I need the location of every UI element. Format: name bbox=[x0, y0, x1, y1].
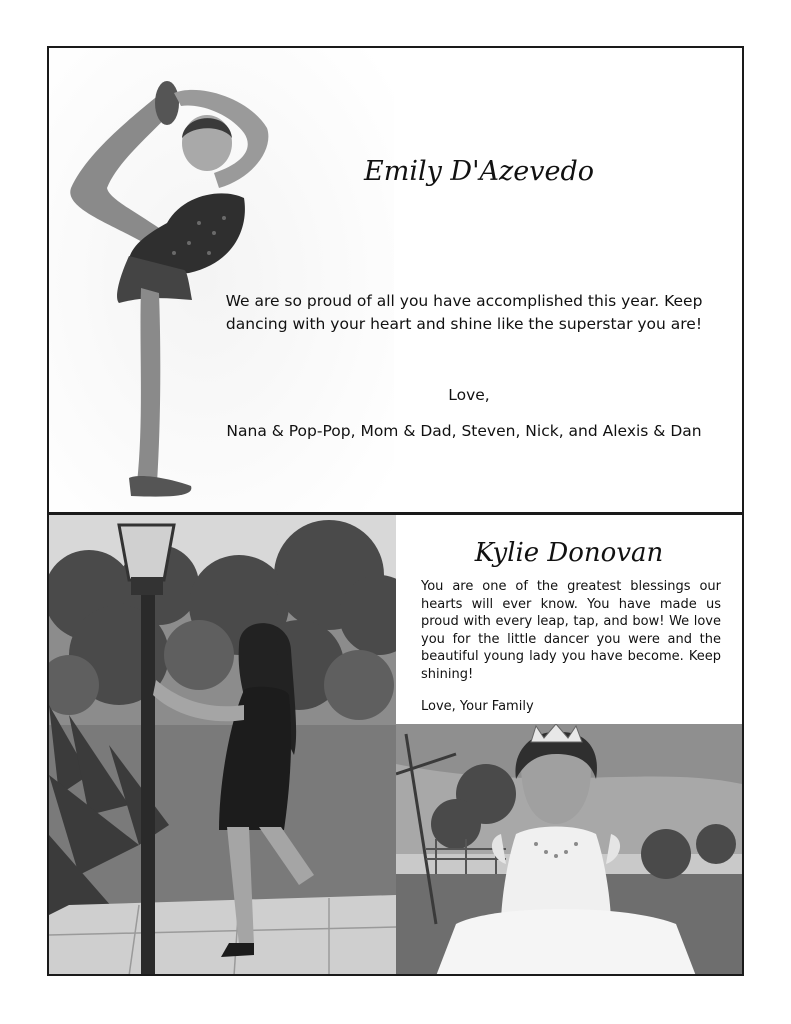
page-frame bbox=[47, 46, 744, 976]
ad-emily-name: Emily D'Azevedo bbox=[364, 156, 594, 187]
ad-kylie-message: You are one of the greatest blessings our hearts will ever know. You have made us proud with every leap, tap, and bow! We love you for the little dancer you were and the beautiful young lady you have become. Keep shining! bbox=[421, 579, 721, 682]
photo-kylie-teen bbox=[49, 515, 396, 976]
ad-emily bbox=[49, 48, 742, 512]
ad-emily-closing: Love, bbox=[448, 386, 490, 404]
photo-kylie-child bbox=[396, 724, 742, 976]
ad-emily-signature: Nana & Pop-Pop, Mom & Dad, Steven, Nick, and Alexis & Dan bbox=[226, 422, 702, 440]
photo-emily-dancer bbox=[49, 48, 394, 512]
ad-kylie-closing: Love, Your Family bbox=[421, 699, 534, 714]
ad-kylie-name: Kylie Donovan bbox=[474, 538, 664, 568]
ad-emily-message: We are so proud of all you have accomplished this year. Keep dancing with your heart and shine like the superstar you are! bbox=[225, 292, 703, 333]
